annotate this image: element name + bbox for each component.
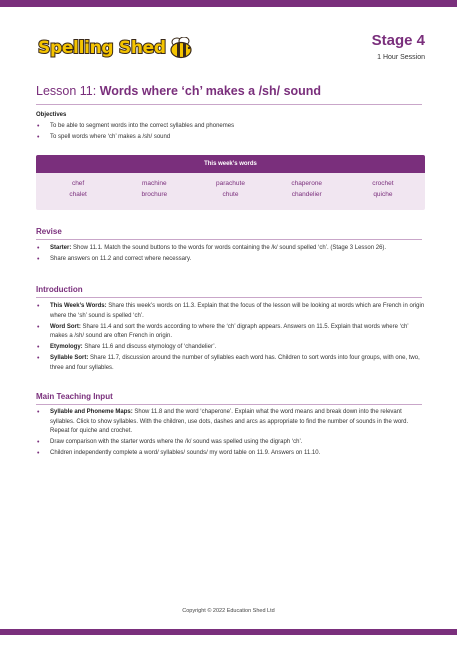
revise-section <box>36 244 426 266</box>
introduction-divider <box>36 297 422 298</box>
introduction-section <box>36 302 426 375</box>
main-teaching-item: • Syllable and Phoneme Maps: Show 11.8 and the word ‘chaperone’. Explain what the word means and break down into the relevant syllables. Click to show syllables. With the children, use dots, dashes and arcs as appropriate to find the number of sounds in the word. Repeat for quiche and crochet. <box>37 409 409 434</box>
word: chute <box>222 191 239 198</box>
objective-item: • To spell words where ‘ch’ makes a /sh/ sound <box>37 134 171 141</box>
bullet-icon: • <box>37 344 40 351</box>
revise-item: • Share answers on 11.2 and correct where necessary. <box>37 256 192 263</box>
objectives-list <box>36 122 426 143</box>
lesson-number: Lesson 11: <box>36 84 100 98</box>
revise-item: • Starter: Show 11.1. Match the sound buttons to the words for words containing the /k/ sound spelled ‘ch’. (Stage 3 Lesson 26). <box>37 245 387 252</box>
top-bar <box>0 0 457 7</box>
objectives-section <box>36 112 426 144</box>
bullet-icon: • <box>37 245 40 252</box>
word: chandelier <box>291 191 322 198</box>
main-teaching-section <box>36 408 426 460</box>
weekly-words-heading: This week’s words <box>36 155 425 173</box>
introduction-heading: Introduction <box>36 285 83 294</box>
footer-copyright: Copyright © 2022 Education Shed Ltd <box>182 608 275 614</box>
main-teaching-item: • Draw comparison with the starter words where the /k/ sound was spelled using the digraph ‘ch’. <box>37 439 303 446</box>
main-teaching-divider <box>36 404 422 405</box>
objective-item: • To be able to segment words into the correct syllables and phonemes <box>37 123 235 130</box>
bullet-icon: • <box>37 355 40 362</box>
word: parachute <box>216 180 245 187</box>
introduction-item: • This Week’s Words: Share this week’s words on 11.3. Explain that the focus of the lesson will be looking at words which are French in origin where the ‘sh’ sound is spelled ‘ch’. <box>37 303 425 319</box>
word: chef <box>71 180 85 187</box>
word: crochet <box>372 180 394 187</box>
bullet-icon: • <box>37 409 40 416</box>
main-teaching-heading: Main Teaching Input <box>36 392 113 401</box>
session-length: 1 Hour Session <box>377 54 425 61</box>
revise-divider <box>36 239 422 240</box>
introduction-item: • Syllable Sort: Share 11.7, discussion around the number of syllables each word has. Children to sort words into four groups, with one, two, three and four syllables. <box>37 355 420 371</box>
title-divider <box>36 104 422 105</box>
bullet-icon: • <box>37 256 40 263</box>
introduction-item: • Word Sort: Share 11.4 and sort the words according to where the ‘ch’ digraph appears. Answers on 11.5. Explain that words where ‘ch’ makes a /sh/ sound are often French in origin. <box>37 323 409 339</box>
bullet-icon: • <box>37 303 40 310</box>
introduction-list <box>36 302 426 373</box>
bullet-icon: • <box>37 323 40 331</box>
objectives-label: Objectives <box>36 112 67 118</box>
revise-list <box>36 244 426 265</box>
weekly-words-grid <box>36 173 425 199</box>
bullet-icon: • <box>37 450 40 457</box>
bottom-bar <box>0 629 457 635</box>
introduction-item: • Etymology: Share 11.6 and discuss etymology of ‘chandelier’. <box>37 344 217 351</box>
bullet-icon: • <box>37 134 40 141</box>
stage-block <box>372 32 425 61</box>
word: brochure <box>141 191 168 198</box>
spelling-shed-logo <box>38 35 194 61</box>
main-teaching-list <box>36 408 426 459</box>
bee-icon <box>168 37 194 59</box>
lesson-title <box>36 84 321 98</box>
weekly-words-box <box>36 155 425 210</box>
word: chalet <box>69 191 87 198</box>
word: quiche <box>373 191 393 198</box>
revise-heading: Revise <box>36 227 62 236</box>
bullet-icon: • <box>37 123 40 130</box>
word: machine <box>142 180 167 187</box>
bullet-icon: • <box>37 439 40 446</box>
word: chaperone <box>291 180 323 187</box>
logo-text: Spelling Shed <box>38 38 166 58</box>
lesson-topic: Words where ‘ch’ makes a /sh/ sound <box>99 84 322 98</box>
main-teaching-item: • Children independently complete a word/ syllables/ sounds/ my word table on 11.9. Answers on 11.10. <box>37 450 321 457</box>
stage-title: Stage 4 <box>371 32 425 49</box>
